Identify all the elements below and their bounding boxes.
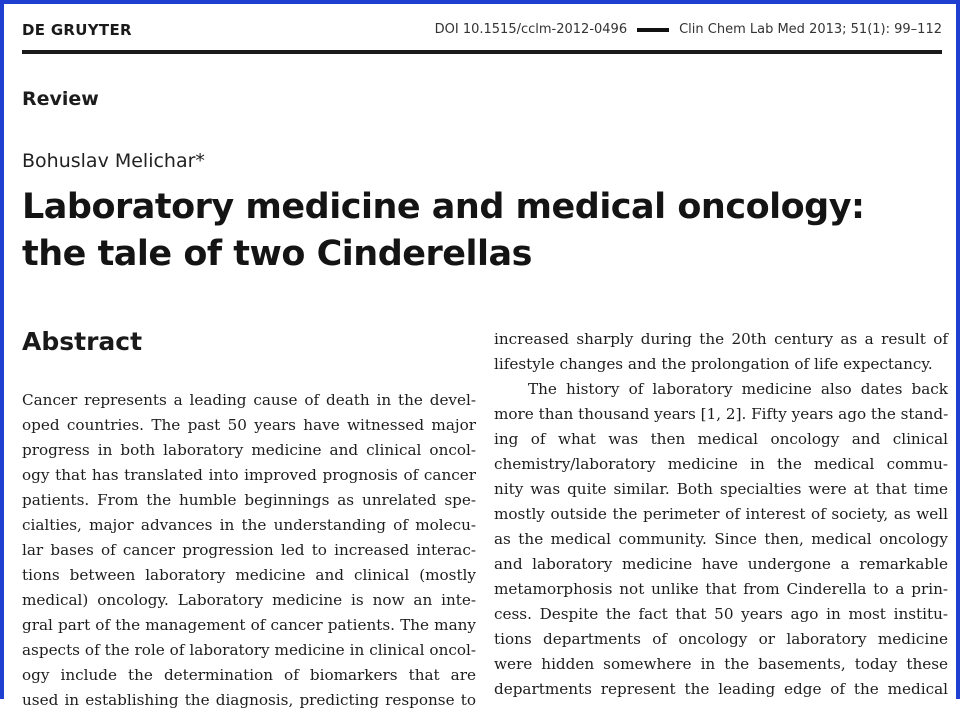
article-title xyxy=(22,184,942,278)
abstract-line: patients. From the humble beginnings as unrelated spe- xyxy=(22,491,476,509)
abstract-line: Cancer represents a leading cause of death in the devel- xyxy=(22,391,476,409)
abstract-line: ogy include the determination of biomarkers that are xyxy=(22,666,476,684)
dash-separator xyxy=(637,28,669,32)
body-line: metamorphosis not unlike that from Cinderella to a prin- xyxy=(494,580,948,598)
page-header xyxy=(22,18,942,46)
abstract-line: ogy that has translated into improved prognosis of cancer xyxy=(22,466,476,484)
body-line: departments represent the leading edge of the medical xyxy=(494,680,948,698)
body-line: ing of what was then medical oncology and clinical xyxy=(494,430,948,448)
body-line: as the medical community. Since then, medical oncology xyxy=(494,530,948,548)
abstract-line: progress in both laboratory medicine and clinical oncol- xyxy=(22,441,476,459)
abstract-line: tions between laboratory medicine and clinical (mostly xyxy=(22,566,476,584)
doi-text: DOI 10.1515/cclm-2012-0496 xyxy=(434,22,628,37)
abstract-line: medical) oncology. Laboratory medicine is now an inte- xyxy=(22,591,476,609)
abstract-line: used in establishing the diagnosis, predicting response to xyxy=(22,691,476,709)
body-line: increased sharply during the 20th century as a result of xyxy=(494,330,948,348)
title-line: Laboratory medicine and medical oncology: xyxy=(22,187,865,227)
body-line: lifestyle changes and the prolongation of life expectancy. xyxy=(494,355,933,373)
body-line: chemistry/laboratory medicine in the medical commu- xyxy=(494,455,948,473)
abstract-line: oped countries. The past 50 years have witnessed major xyxy=(22,416,476,434)
abstract-line: cialties, major advances in the understanding of molecu- xyxy=(22,516,476,534)
body-line: tions departments of oncology or laboratory medicine xyxy=(494,630,948,648)
journal-citation: Clin Chem Lab Med 2013; 51(1): 99–112 xyxy=(679,22,942,37)
citation-info xyxy=(435,22,942,37)
header-rule xyxy=(22,50,942,54)
abstract-line: gral part of the management of cancer patients. The many xyxy=(22,616,476,634)
abstract-heading: Abstract xyxy=(22,327,143,356)
article-type: Review xyxy=(22,88,99,110)
abstract-line: aspects of the role of laboratory medicine in clinical oncol- xyxy=(22,641,476,659)
publisher-name: DE GRUYTER xyxy=(22,21,132,39)
title-line: the tale of two Cinderellas xyxy=(22,234,532,274)
abstract-body xyxy=(22,388,476,713)
body-line: were hidden somewhere in the basements, today these xyxy=(494,655,948,673)
body-line: cess. Despite the fact that 50 years ago in most institu- xyxy=(494,605,948,623)
abstract-line: lar bases of cancer progression led to increased interac- xyxy=(22,541,476,559)
body-line: and laboratory medicine have undergone a remarkable xyxy=(494,555,948,573)
body-text-right-column xyxy=(494,327,948,702)
author-name: Bohuslav Melichar* xyxy=(22,150,205,172)
body-line: mostly outside the perimeter of interest of society, as well xyxy=(494,505,948,523)
body-line: more than thousand years [1, 2]. Fifty years ago the stand- xyxy=(494,405,949,423)
body-line: The history of laboratory medicine also dates back xyxy=(528,380,948,398)
body-line: nity was quite similar. Both specialties were at that time xyxy=(494,480,948,498)
